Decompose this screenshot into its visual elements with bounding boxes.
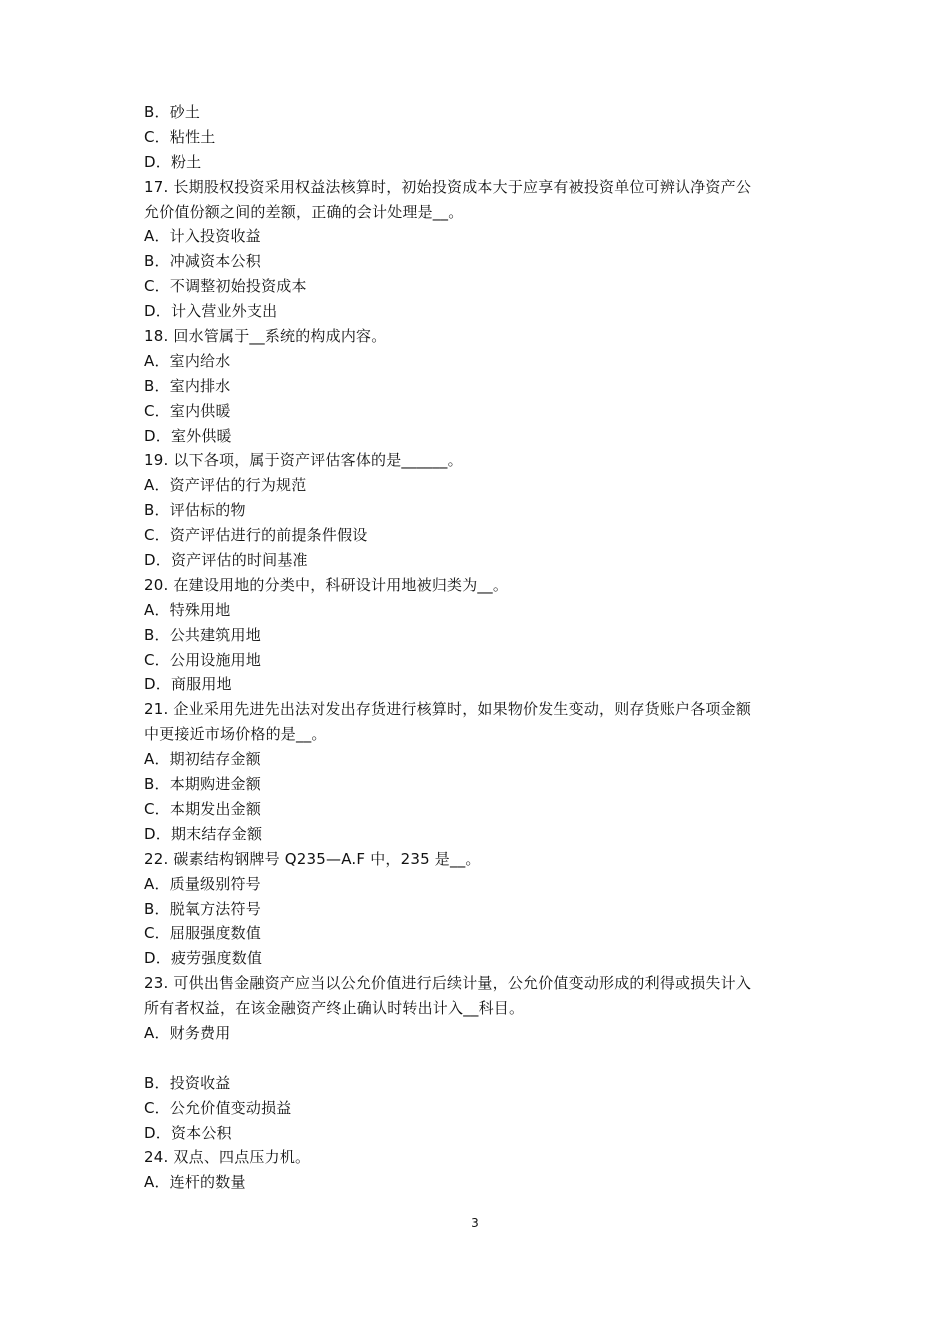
option-d: D．资本公积	[144, 1123, 232, 1142]
question-22: 22. 碳素结构钢牌号 Q235—A.F 中，235 是__。	[144, 849, 481, 868]
option-d: D．室外供暖	[144, 426, 232, 445]
option-b: B．本期购进金额	[144, 775, 261, 794]
option-d: D．资产评估的时间基准	[144, 551, 308, 570]
question-24: 24. 双点、四点压力机。	[144, 1148, 311, 1167]
option-c: C．公用设施用地	[144, 650, 262, 669]
option-d: D．疲劳强度数值	[144, 949, 263, 968]
question-18: 18. 回水管属于__系统的构成内容。	[144, 327, 387, 346]
document-body	[144, 100, 824, 1195]
option-c: C．公允价值变动损益	[144, 1098, 292, 1117]
option-c: C．本期发出金额	[144, 799, 262, 818]
option-b: B．投资收益	[144, 1073, 231, 1092]
option-b: B．脱氧方法符号	[144, 899, 261, 918]
option-b: B．冲减资本公积	[144, 252, 261, 271]
option-b: B．砂土	[144, 103, 201, 121]
option-d: D．计入营业外支出	[144, 302, 278, 321]
question-19: 19. 以下各项，属于资产评估客体的是______。	[144, 451, 463, 470]
option-b: B．室内排水	[144, 376, 231, 395]
option-b: B．评估标的物	[144, 501, 246, 520]
question-21-cont: 中更接近市场价格的是__。	[144, 725, 327, 744]
blank-line	[144, 1046, 824, 1071]
page-number: 3	[471, 1216, 479, 1230]
question-23-cont: 所有者权益，在该金融资产终止确认时转出计入__科目。	[144, 999, 525, 1018]
question-17-cont: 允价值份额之间的差额，正确的会计处理是__。	[144, 202, 464, 221]
option-d: D．粉土	[144, 152, 202, 171]
question-23: 23. 可供出售金融资产应当以公允价值进行后续计量，公允价值变动形成的利得或损失计入	[144, 974, 752, 993]
question-21: 21. 企业采用先进先出法对发出存货进行核算时，如果物价发生变动，则存货账户各项金额	[144, 700, 752, 719]
option-c: C．室内供暖	[144, 401, 231, 420]
option-c: C．屈服强度数值	[144, 924, 262, 943]
option-a: A．特殊用地	[144, 600, 231, 619]
option-d: D．商服用地	[144, 675, 232, 694]
option-c: C．不调整初始投资成本	[144, 277, 307, 296]
option-d: D．期末结存金额	[144, 824, 263, 843]
option-a: A．财务费用	[144, 1023, 231, 1042]
question-20: 20. 在建设用地的分类中，科研设计用地被归类为__。	[144, 575, 509, 594]
option-a: A．计入投资收益	[144, 227, 261, 246]
option-b: B．公共建筑用地	[144, 625, 261, 644]
option-a: A．资产评估的行为规范	[144, 476, 307, 495]
option-c: C．粘性土	[144, 127, 216, 146]
option-a: A．期初结存金额	[144, 750, 261, 769]
option-a: A．室内给水	[144, 351, 231, 370]
question-17: 17. 长期股权投资采用权益法核算时，初始投资成本大于应享有被投资单位可辨认净资产公	[144, 177, 752, 196]
option-a: A．连杆的数量	[144, 1173, 246, 1192]
option-c: C．资产评估进行的前提条件假设	[144, 526, 368, 545]
option-a: A．质量级别符号	[144, 874, 261, 893]
